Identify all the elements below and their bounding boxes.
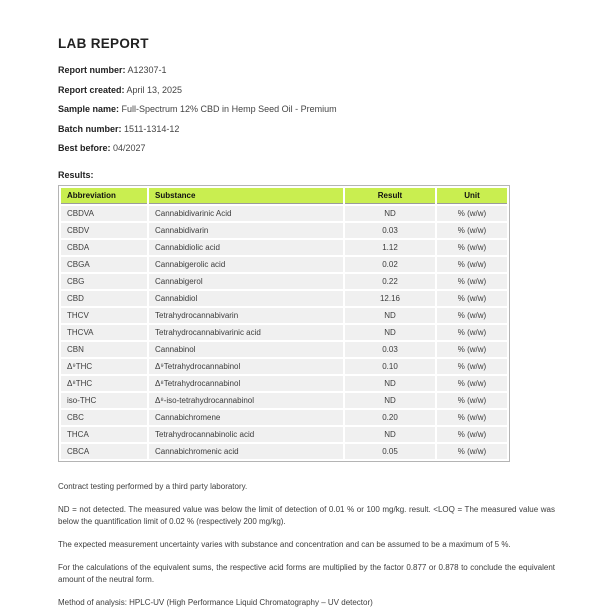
meta-label: Report number: bbox=[58, 65, 126, 75]
table-cell: % (w/w) bbox=[437, 240, 507, 255]
table-cell: % (w/w) bbox=[437, 257, 507, 272]
report-meta bbox=[58, 66, 555, 153]
page-title: LAB REPORT bbox=[58, 36, 149, 51]
table-row bbox=[61, 376, 507, 391]
column-header-abbreviation: Abbreviation bbox=[61, 188, 147, 204]
table-cell: Cannabidiolic acid bbox=[149, 240, 343, 255]
table-cell: % (w/w) bbox=[437, 427, 507, 442]
header-row bbox=[61, 188, 507, 204]
table-cell: CBDA bbox=[61, 240, 147, 255]
table-cell: CBGA bbox=[61, 257, 147, 272]
table-cell: Cannabigerol bbox=[149, 274, 343, 289]
table-cell: CBCA bbox=[61, 444, 147, 459]
table-cell: CBDVA bbox=[61, 206, 147, 221]
column-header-unit: Unit bbox=[437, 188, 507, 204]
table-cell: % (w/w) bbox=[437, 274, 507, 289]
table-cell: Δ⁸Tetrahydrocannabinol bbox=[149, 376, 343, 391]
table-cell: Tetrahydrocannabivarinic acid bbox=[149, 325, 343, 340]
table-cell: Δ⁸THC bbox=[61, 376, 147, 391]
table-cell: THCV bbox=[61, 308, 147, 323]
footnote: Contract testing performed by a third party laboratory. bbox=[58, 482, 248, 491]
table-cell: THCA bbox=[61, 427, 147, 442]
table-cell: 0.05 bbox=[345, 444, 435, 459]
table-cell: Cannabigerolic acid bbox=[149, 257, 343, 272]
meta-line bbox=[58, 125, 555, 134]
table-cell: THCVA bbox=[61, 325, 147, 340]
table-cell: Cannabichromenic acid bbox=[149, 444, 343, 459]
meta-line bbox=[58, 86, 555, 95]
table-cell: % (w/w) bbox=[437, 325, 507, 340]
table-row bbox=[61, 359, 507, 374]
table-row bbox=[61, 240, 507, 255]
table-cell: ND bbox=[345, 206, 435, 221]
table-cell: Cannabidivarinic Acid bbox=[149, 206, 343, 221]
meta-value: Full-Spectrum 12% CBD in Hemp Seed Oil - Premium bbox=[119, 104, 337, 114]
table-row bbox=[61, 342, 507, 357]
meta-label: Report created: bbox=[58, 84, 125, 95]
table-cell: 0.02 bbox=[345, 257, 435, 272]
table-cell: % (w/w) bbox=[437, 393, 507, 408]
table-cell: ND bbox=[345, 376, 435, 391]
table-cell: iso-THC bbox=[61, 393, 147, 408]
meta-label: Batch number: bbox=[58, 123, 122, 134]
table-row bbox=[61, 223, 507, 238]
table-cell: CBDV bbox=[61, 223, 147, 238]
table-cell: 0.10 bbox=[345, 359, 435, 374]
table-cell: Cannabidivarin bbox=[149, 223, 343, 238]
table-cell: % (w/w) bbox=[437, 410, 507, 425]
table-cell: ND bbox=[345, 325, 435, 340]
column-header-substance: Substance bbox=[149, 188, 343, 204]
table-cell: Tetrahydrocannabinolic acid bbox=[149, 427, 343, 442]
table-cell: % (w/w) bbox=[437, 342, 507, 357]
footnote: ND = not detected. The measured value was below the limit of detection of 0.01 % or 100 mg/kg. result. <LOQ = The measured value was below the quantification limit of 0.02 % (respectively 200 mg/kg). bbox=[58, 505, 555, 526]
table-cell: 12.16 bbox=[345, 291, 435, 306]
table-row bbox=[61, 274, 507, 289]
table-cell: Δ⁹Tetrahydrocannabinol bbox=[149, 359, 343, 374]
table-row bbox=[61, 410, 507, 425]
meta-label: Best before: bbox=[58, 143, 111, 153]
results-label: Results: bbox=[58, 170, 94, 180]
table-cell: % (w/w) bbox=[437, 376, 507, 391]
table-row bbox=[61, 206, 507, 221]
table-cell: % (w/w) bbox=[437, 359, 507, 374]
table-cell: 1.12 bbox=[345, 240, 435, 255]
table-cell: % (w/w) bbox=[437, 308, 507, 323]
table-row bbox=[61, 393, 507, 408]
column-header-result: Result bbox=[345, 188, 435, 204]
results-table bbox=[58, 185, 510, 462]
footnote: Method of analysis: HPLC-UV (High Performance Liquid Chromatography – UV detector) bbox=[58, 598, 373, 607]
results-table-head bbox=[61, 188, 507, 204]
table-row bbox=[61, 427, 507, 442]
table-cell: % (w/w) bbox=[437, 206, 507, 221]
table-cell: ND bbox=[345, 427, 435, 442]
table-row bbox=[61, 325, 507, 340]
table-cell: ND bbox=[345, 308, 435, 323]
table-cell: 0.20 bbox=[345, 410, 435, 425]
table-cell: % (w/w) bbox=[437, 223, 507, 238]
meta-line bbox=[58, 105, 555, 114]
results-table-body bbox=[61, 206, 507, 459]
meta-line bbox=[58, 144, 555, 153]
meta-value: 04/2027 bbox=[110, 143, 146, 153]
table-cell: CBC bbox=[61, 410, 147, 425]
table-cell: ND bbox=[345, 393, 435, 408]
footnotes bbox=[58, 481, 555, 609]
table-row bbox=[61, 291, 507, 306]
meta-value: 1511-1314-12 bbox=[121, 123, 180, 134]
table-cell: % (w/w) bbox=[437, 291, 507, 306]
table-cell: Cannabinol bbox=[149, 342, 343, 357]
table-row bbox=[61, 444, 507, 459]
table-cell: Cannabidiol bbox=[149, 291, 343, 306]
table-cell: % (w/w) bbox=[437, 444, 507, 459]
table-cell: Cannabichromene bbox=[149, 410, 343, 425]
table-cell: 0.22 bbox=[345, 274, 435, 289]
table-cell: CBN bbox=[61, 342, 147, 357]
meta-value: April 13, 2025 bbox=[124, 84, 183, 95]
table-row bbox=[61, 257, 507, 272]
table-cell: CBG bbox=[61, 274, 147, 289]
table-cell: Δ⁹THC bbox=[61, 359, 147, 374]
meta-label: Sample name: bbox=[58, 104, 120, 114]
table-cell: 0.03 bbox=[345, 223, 435, 238]
meta-value: A12307-1 bbox=[125, 65, 167, 75]
footnote: For the calculations of the equivalent sums, the respective acid forms are multiplied by the factor 0.877 or 0.878 to conclude the equivalent amount of the neutral form. bbox=[58, 563, 555, 584]
meta-line bbox=[58, 66, 555, 75]
table-cell: Δ⁸-iso-tetrahydrocannabinol bbox=[149, 393, 343, 408]
table-cell: Tetrahydrocannabivarin bbox=[149, 308, 343, 323]
table-cell: 0.03 bbox=[345, 342, 435, 357]
table-row bbox=[61, 308, 507, 323]
table-cell: CBD bbox=[61, 291, 147, 306]
footnote: The expected measurement uncertainty varies with substance and concentration and can be assumed to be a maximum of 5 %. bbox=[58, 540, 511, 549]
